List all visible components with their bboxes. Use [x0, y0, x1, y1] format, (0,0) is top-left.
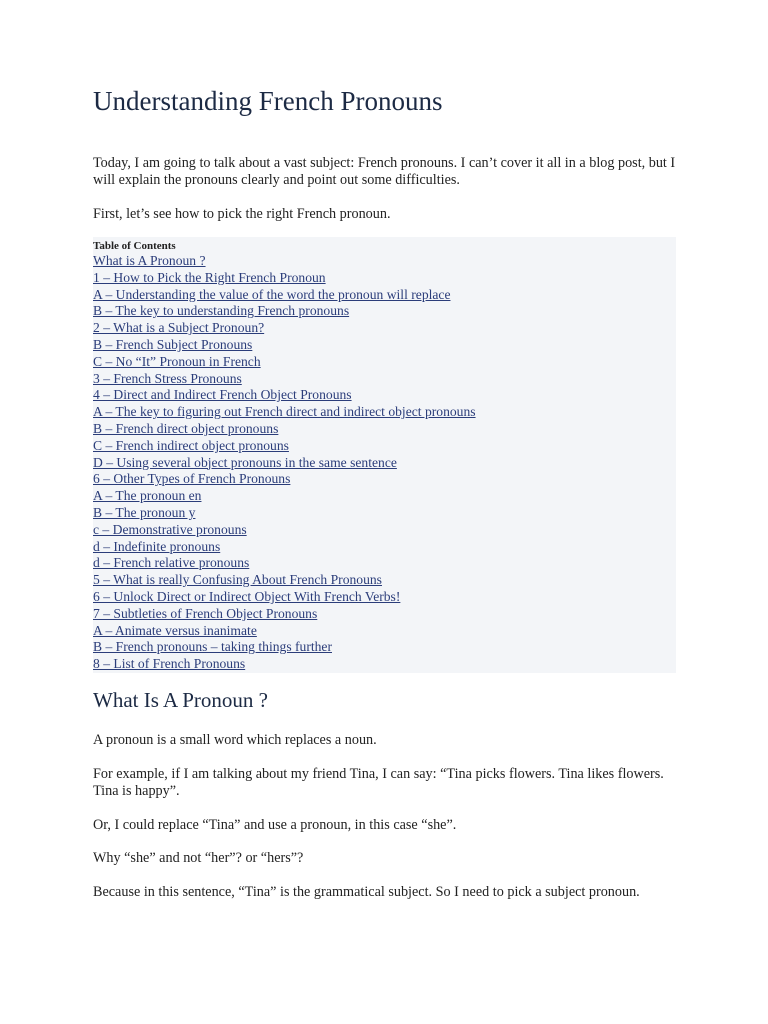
toc-link[interactable]: 6 – Unlock Direct or Indirect Object With French Verbs! — [93, 588, 401, 604]
toc-item — [93, 639, 476, 656]
toc-link[interactable]: 6 – Other Types of French Pronouns — [93, 471, 291, 487]
toc-item — [93, 623, 476, 640]
page-title: Understanding French Pronouns — [93, 86, 443, 116]
toc-item — [93, 589, 476, 606]
toc-link[interactable]: A – The key to figuring out French direct and indirect object pronouns — [93, 404, 476, 420]
toc-link[interactable]: 3 – French Stress Pronouns — [93, 370, 242, 386]
toc-item — [93, 606, 476, 623]
toc-item — [93, 371, 476, 388]
toc-link[interactable]: 4 – Direct and Indirect French Object Pronouns — [93, 387, 352, 403]
toc-link[interactable]: B – French direct object pronouns — [93, 420, 279, 436]
toc-item — [93, 471, 476, 488]
section-paragraph: Because in this sentence, “Tina” is the grammatical subject. So I need to pick a subject pronoun. — [93, 884, 640, 900]
toc-link[interactable]: c – Demonstrative pronouns — [93, 521, 247, 537]
table-of-contents — [93, 237, 676, 673]
toc-title: Table of Contents — [93, 240, 176, 252]
toc-item — [93, 438, 476, 455]
toc-link[interactable]: B – The pronoun y — [93, 504, 196, 520]
toc-link[interactable]: D – Using several object pronouns in the same sentence — [93, 454, 397, 470]
toc-link[interactable]: B – French Subject Pronouns — [93, 336, 253, 352]
toc-link[interactable]: d – Indefinite pronouns — [93, 538, 221, 554]
toc-link[interactable]: C – French indirect object pronouns — [93, 437, 289, 453]
toc-item — [93, 572, 476, 589]
toc-item — [93, 354, 476, 371]
toc-item — [93, 488, 476, 505]
toc-link[interactable]: 5 – What is really Confusing About French Pronouns — [93, 572, 382, 588]
toc-item — [93, 404, 476, 421]
toc-item — [93, 522, 476, 539]
toc-link[interactable]: A – The pronoun en — [93, 488, 202, 504]
toc-item — [93, 320, 476, 337]
section-paragraph: Or, I could replace “Tina” and use a pronoun, in this case “she”. — [93, 817, 457, 833]
section-heading: What Is A Pronoun ? — [93, 688, 268, 712]
toc-link[interactable]: 7 – Subtleties of French Object Pronouns — [93, 605, 318, 621]
toc-link[interactable]: 2 – What is a Subject Pronoun? — [93, 320, 265, 336]
section-paragraph: A pronoun is a small word which replaces a noun. — [93, 732, 377, 748]
toc-link[interactable]: d – French relative pronouns — [93, 555, 250, 571]
toc-link[interactable]: B – French pronouns – taking things further — [93, 639, 332, 655]
toc-item — [93, 455, 476, 472]
intro-paragraph-2: First, let’s see how to pick the right French pronoun. — [93, 206, 391, 222]
toc-link[interactable]: A – Understanding the value of the word the pronoun will replace — [93, 286, 451, 302]
intro-paragraph: Today, I am going to talk about a vast subject: French pronouns. I can’t cover it all in a blog post, but I will explain the pronouns clearly and point out some difficulties. — [93, 155, 676, 188]
toc-item — [93, 539, 476, 556]
toc-item — [93, 253, 476, 270]
toc-list — [93, 253, 476, 673]
toc-item — [93, 505, 476, 522]
toc-item — [93, 303, 476, 320]
section-paragraph: For example, if I am talking about my friend Tina, I can say: “Tina picks flowers. Tina likes flowers. Tina is happy”. — [93, 766, 664, 799]
toc-item — [93, 287, 476, 304]
toc-link[interactable]: A – Animate versus inanimate — [93, 622, 257, 638]
toc-item — [93, 421, 476, 438]
toc-link[interactable]: 1 – How to Pick the Right French Pronoun — [93, 269, 326, 285]
toc-link[interactable]: 8 – List of French Pronouns — [93, 656, 246, 672]
toc-item — [93, 656, 476, 673]
toc-item — [93, 337, 476, 354]
section-paragraph: Why “she” and not “her”? or “hers”? — [93, 850, 304, 866]
toc-link[interactable]: C – No “It” Pronoun in French — [93, 353, 261, 369]
toc-item — [93, 270, 476, 287]
toc-item — [93, 387, 476, 404]
toc-item — [93, 555, 476, 572]
toc-link[interactable]: B – The key to understanding French pronouns — [93, 303, 350, 319]
toc-link[interactable]: What is A Pronoun ? — [93, 253, 206, 268]
